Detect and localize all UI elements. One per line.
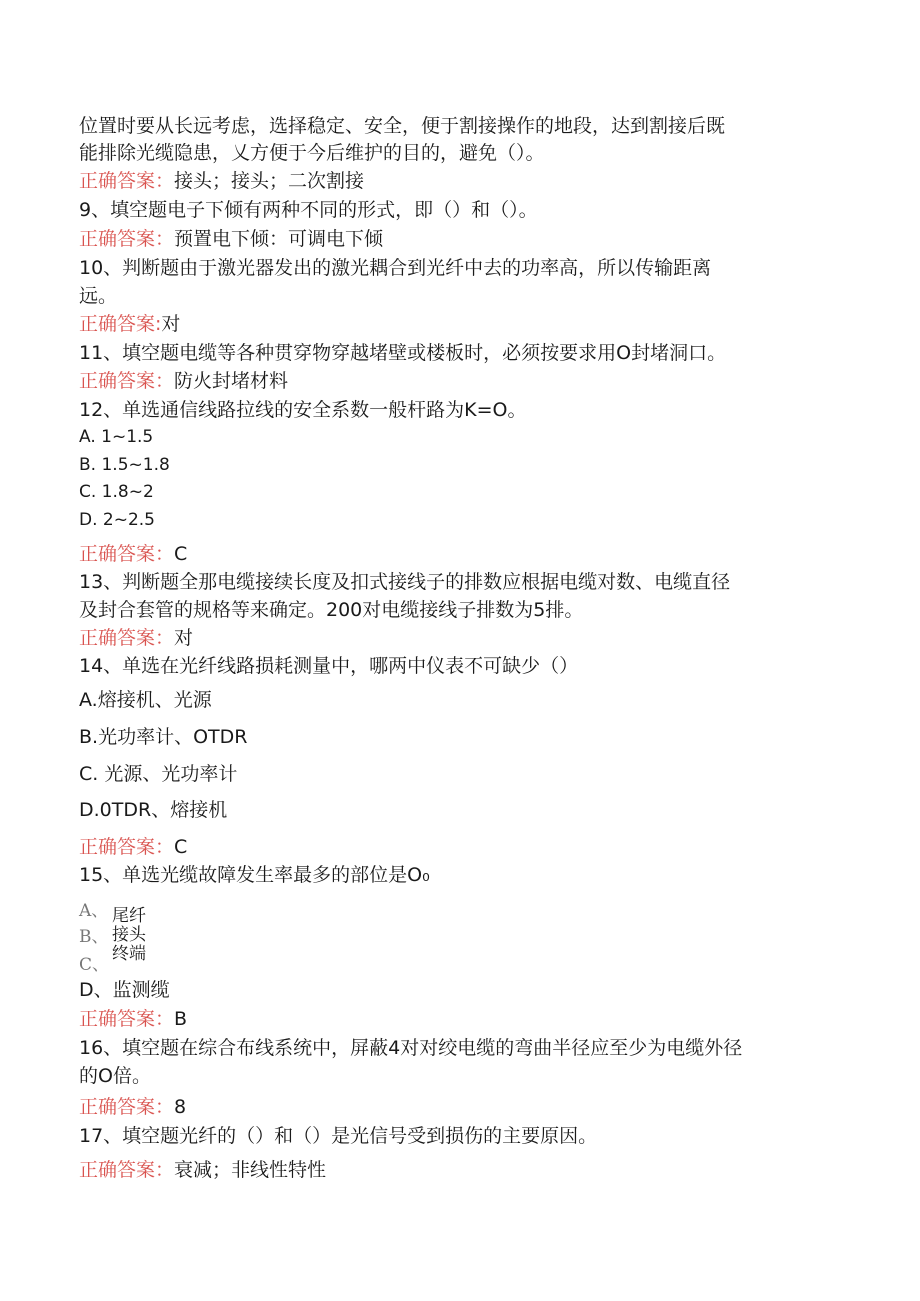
answer-value: B: [174, 1008, 188, 1030]
question-line: 及封合套管的规格等来确定。200对电缆接线子排数为5排。: [79, 599, 584, 621]
answer-value: 预置电下倾：可调电下倾: [174, 228, 384, 250]
question-line: 17、填空题光纤的（）和（）是光信号受到损伤的主要原因。: [79, 1125, 598, 1147]
answer-line: [79, 542, 849, 566]
answer-label: 正确答案：: [79, 1159, 175, 1181]
option-item: D. 2~2.5: [79, 510, 155, 530]
option-item: D、监测缆: [79, 979, 170, 1001]
text-line: 能排除光缆隐患，乂方便于今后维护的目的，避免（）。: [79, 142, 545, 164]
question-line: 10、判断题由于激光器发出的激光耦合到光纤中去的功率高，所以传输距离: [79, 257, 712, 279]
question-line: 远。: [79, 285, 118, 307]
text-line: 位置时要从长远考虑，选择稳定、安全，便于割接操作的地段，达到割接后既: [79, 115, 726, 137]
answer-line: [79, 835, 849, 859]
answer-line: [79, 1158, 849, 1182]
option-letter: B、: [79, 927, 109, 947]
question-line: 9、填空题电子下倾有两种不同的形式，即（）和（）。: [79, 199, 538, 221]
answer-value: 8: [174, 1096, 187, 1118]
answer-label: 正确答案：: [79, 1096, 175, 1118]
question-line: 11、填空题电缆等各种贯穿物穿越堵壁或楼板时，必须按要求用O封堵洞口。: [79, 342, 727, 364]
option-item: A. 1~1.5: [79, 427, 154, 447]
answer-line: [79, 1095, 849, 1119]
answer-label: 正确答案：: [79, 1008, 175, 1030]
question-line: 的O倍。: [79, 1065, 151, 1087]
answer-label: 正确答案：: [79, 170, 175, 192]
question-line: 14、单选在光纤线路损耗测量中，哪两中仪表不可缺少（）: [79, 655, 579, 677]
answer-line: [79, 1007, 849, 1031]
option-item: C. 光源、光功率计: [79, 763, 238, 785]
answer-value: 衰减；非线性特性: [174, 1159, 327, 1181]
answer-line: [79, 312, 849, 336]
answer-label: 正确答案：: [79, 370, 175, 392]
answer-line: [79, 169, 849, 193]
option-item: C. 1.8~2: [79, 482, 154, 502]
answer-label: 正确答案：: [79, 627, 175, 649]
answer-value: C: [174, 836, 188, 858]
answer-label: 正确答案：: [79, 543, 175, 565]
answer-line: [79, 626, 849, 650]
option-text: 终端: [112, 944, 146, 964]
answer-value: 接头；接头；二次割接: [174, 170, 365, 192]
question-line: 15、单选光缆故障发生率最多的部位是O₀: [79, 864, 430, 886]
question-line: 16、填空题在综合布线系统中，屏蔽4对对绞电缆的弯曲半径应至少为电缆外径: [79, 1037, 743, 1059]
answer-line: [79, 227, 849, 251]
answer-value: C: [174, 543, 188, 565]
option-item: A.熔接机、光源: [79, 689, 212, 711]
answer-label: 正确答案：: [79, 228, 175, 250]
option-letter: C、: [79, 955, 110, 975]
question-line: 12、单选通信线路拉线的安全系数一般杆路为K=O。: [79, 399, 527, 421]
option-item: B.光功率计、OTDR: [79, 726, 248, 748]
answer-value: 对: [174, 627, 194, 649]
question-line: 13、判断题全那电缆接续长度及扣式接线子的排数应根据电缆对数、电缆直径: [79, 571, 731, 593]
answer-value: 对: [161, 313, 181, 335]
option-item: D.0TDR、熔接机: [79, 799, 228, 821]
option-text: 尾纤: [112, 906, 146, 926]
option-item: B. 1.5~1.8: [79, 455, 170, 475]
answer-value: 防火封堵材料: [174, 370, 289, 392]
option-letter: A、: [79, 901, 109, 921]
answer-line: [79, 369, 849, 393]
option-text: 接头: [112, 925, 146, 945]
answer-label: 正确答案:: [79, 313, 162, 335]
answer-label: 正确答案：: [79, 836, 175, 858]
